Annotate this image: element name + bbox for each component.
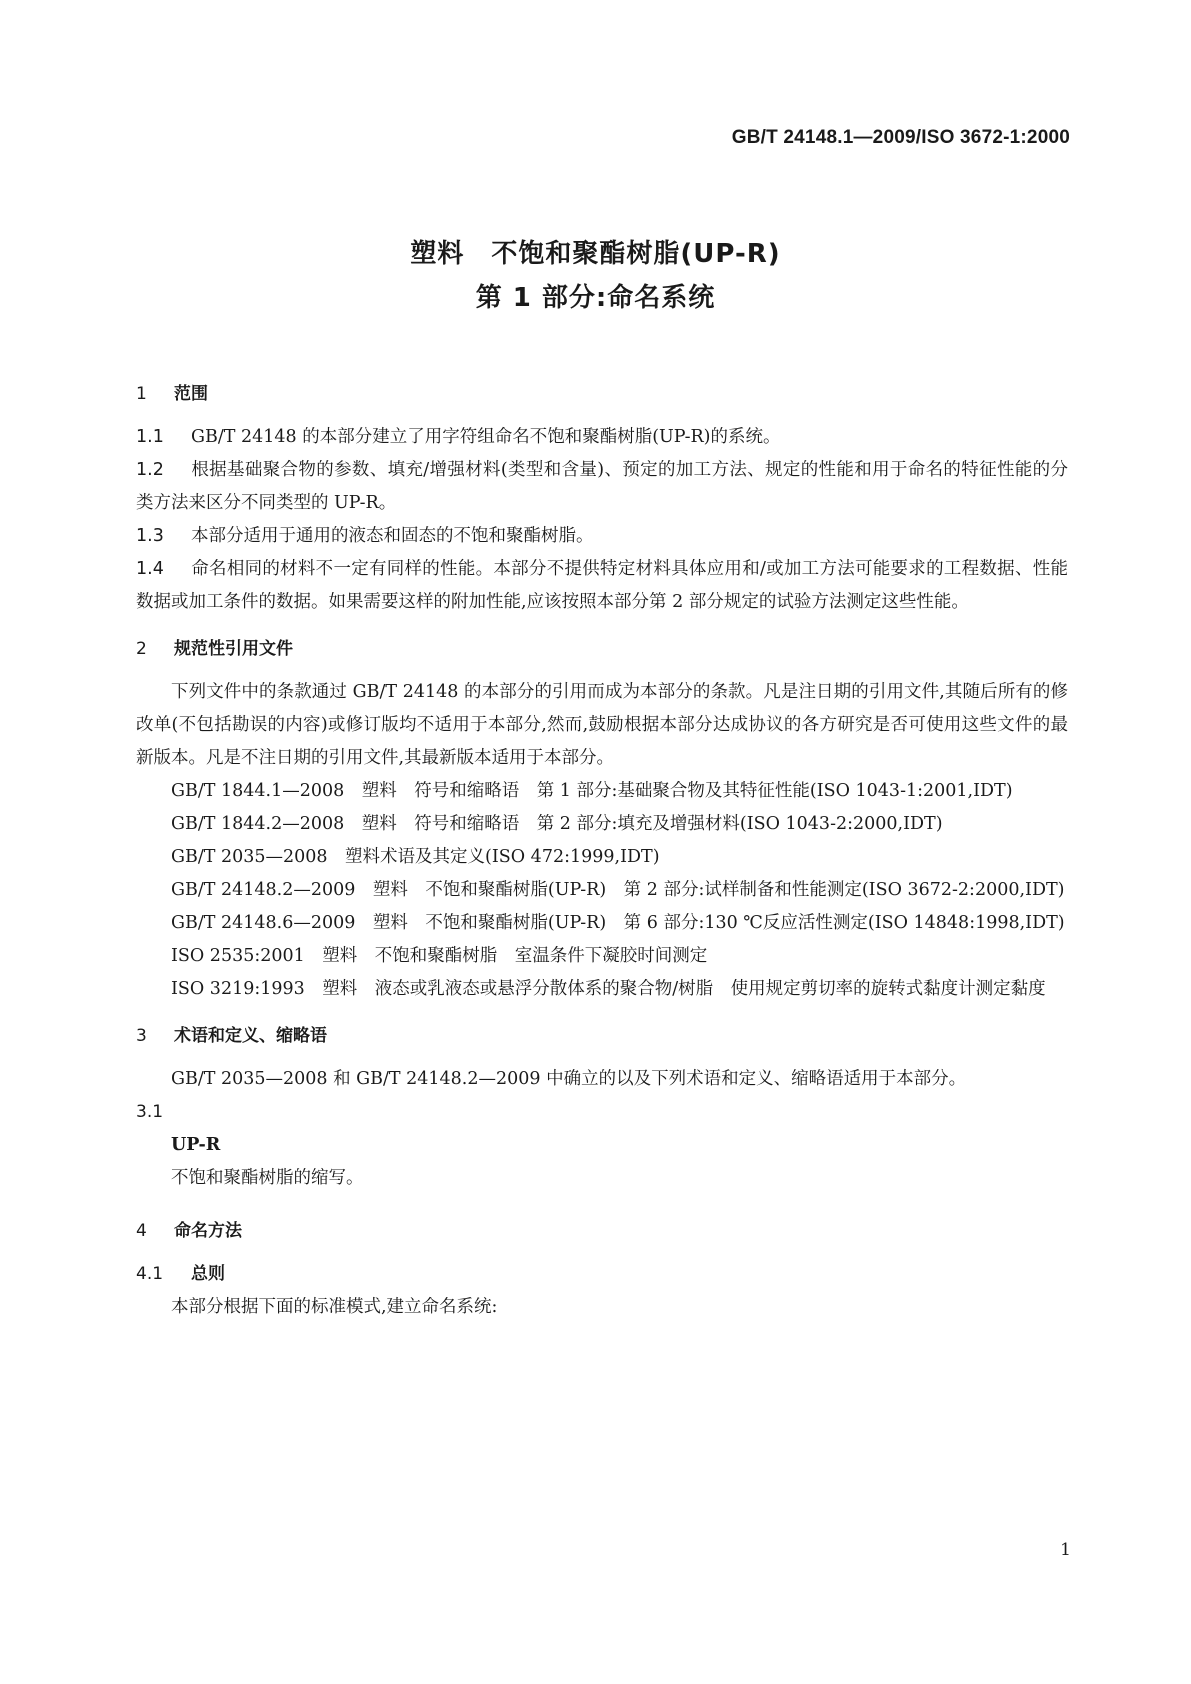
section-1-heading: [136, 378, 1068, 411]
clause-4-1-text: 本部分根据下面的标准模式,建立命名系统:: [171, 1297, 498, 1317]
section-title: 术语和定义、缩略语: [174, 1026, 327, 1046]
term-name: UP-R: [171, 1135, 221, 1155]
title-line-2: 第 1 部分:命名系统: [475, 283, 716, 313]
reference-item: GB/T 1844.1—2008 塑料 符号和缩略语 第 1 部分:基础聚合物及其特征性能(ISO 1043-1:2001,IDT): [171, 781, 1013, 801]
clause-number: 1.2: [136, 460, 164, 480]
term-definition: 不饱和聚酯树脂的缩写。: [171, 1168, 364, 1188]
section-title: 规范性引用文件: [174, 639, 293, 659]
section-number: 3: [136, 1026, 147, 1046]
clause-title: 总则: [191, 1264, 225, 1284]
section-3-intro: GB/T 2035—2008 和 GB/T 24148.2—2009 中确立的以及下列术语和定义、缩略语适用于本部分。: [171, 1069, 967, 1089]
reference-item: GB/T 24148.2—2009 塑料 不饱和聚酯树脂(UP-R) 第 2 部分:试样制备和性能测定(ISO 3672-2:2000,IDT): [171, 880, 1065, 900]
reference-item: ISO 2535:2001 塑料 不饱和聚酯树脂 室温条件下凝胶时间测定: [171, 946, 708, 966]
standard-code: GB/T 24148.1—2009/ISO 3672-1:2000: [731, 127, 1070, 148]
term-number: 3.1: [136, 1102, 164, 1122]
section-2-intro: 下列文件中的条款通过 GB/T 24148 的本部分的引用而成为本部分的条款。凡是注日期的引用文件,其随后所有的修改单(不包括勘误的内容)或修订版均不适用于本部分,然而,鼓励根据本部分达成协议的各方研究是否可使用这些文件的最新版本。凡是不注日期的引用文件,其最新版本适用于本部分。: [136, 682, 1068, 768]
section-number: 4: [136, 1221, 147, 1241]
clause-1-1: 1.1 GB/T 24148 的本部分建立了用字符组命名不饱和聚酯树脂(UP-R)的系统。: [136, 421, 1068, 454]
reference-item: GB/T 1844.2—2008 塑料 符号和缩略语 第 2 部分:填充及增强材料(ISO 1043-2:2000,IDT): [171, 814, 943, 834]
section-2-heading: [136, 633, 1068, 666]
clause-number: 1.4: [136, 559, 164, 579]
clause-number: 1.3: [136, 526, 164, 546]
clause-number: 1.1: [136, 427, 164, 447]
section-title: 范围: [174, 384, 208, 404]
reference-item: ISO 3219:1993 塑料 液态或乳液态或悬浮分散体系的聚合物/树脂 使用规定剪切率的旋转式黏度计测定黏度: [171, 979, 1046, 999]
clause-1-4: 1.4 命名相同的材料不一定有同样的性能。本部分不提供特定材料具体应用和/或加工方法可能要求的工程数据、性能数据或加工条件的数据。如果需要这样的附加性能,应该按照本部分第 2 部分规定的试验方法测定这些性能。: [136, 553, 1068, 619]
section-number: 1: [136, 384, 147, 404]
document-title: [0, 232, 1191, 320]
reference-item: GB/T 2035—2008 塑料术语及其定义(ISO 472:1999,IDT): [171, 847, 660, 867]
clause-1-2: 1.2 根据基础聚合物的参数、填充/增强材料(类型和含量)、预定的加工方法、规定的性能和用于命名的特征性能的分类方法来区分不同类型的 UP-R。: [136, 454, 1068, 520]
document-body: [136, 372, 1068, 1324]
page-number: 1: [1060, 1540, 1071, 1560]
clause-1-3: 1.3 本部分适用于通用的液态和固态的不饱和聚酯树脂。: [136, 520, 1068, 553]
title-line-1: 塑料 不饱和聚酯树脂(UP-R): [410, 239, 781, 269]
section-number: 2: [136, 639, 147, 659]
clause-4-1-heading: [136, 1258, 1068, 1291]
clause-number: 4.1: [136, 1264, 164, 1284]
section-3-heading: [136, 1020, 1068, 1053]
section-title: 命名方法: [174, 1221, 242, 1241]
section-4-heading: [136, 1215, 1068, 1248]
reference-item: GB/T 24148.6—2009 塑料 不饱和聚酯树脂(UP-R) 第 6 部分:130 ℃反应活性测定(ISO 14848:1998,IDT): [171, 913, 1065, 933]
